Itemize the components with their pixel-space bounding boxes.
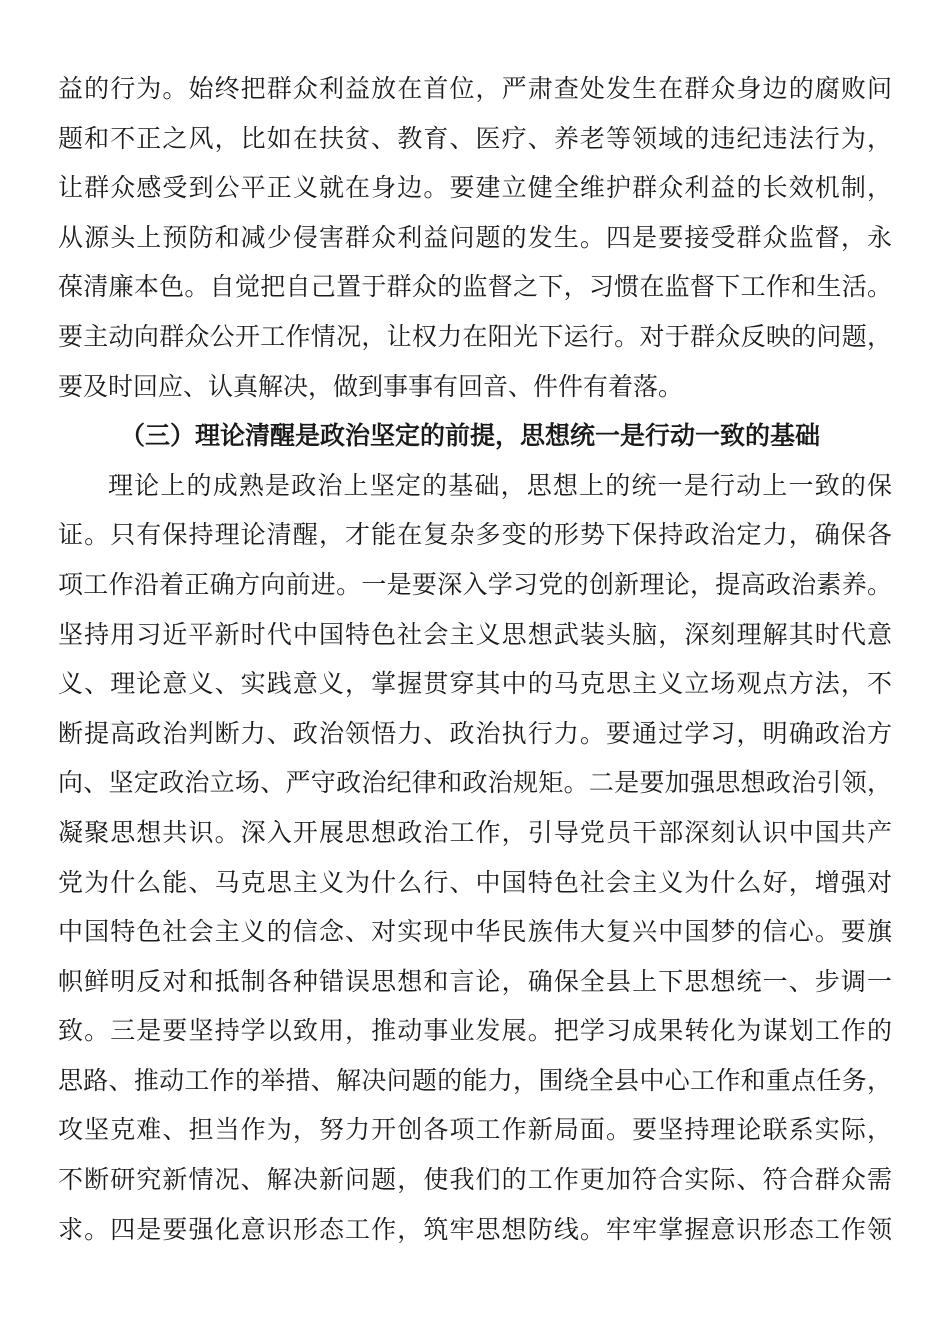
text-line: 求。四是要强化意识形态工作，筑牢思想防线。牢牢掌握意识形态工作领 <box>58 1214 892 1244</box>
text-line-first: 理论上的成熟是政治上坚定的基础，思想上的统一是行动上一致的保 <box>108 470 892 500</box>
text-line: 要主动向群众公开工作情况，让权力在阳光下运行。对于群众反映的问题， <box>58 321 892 351</box>
text-line: 题和不正之风，比如在扶贫、教育、医疗、养老等领域的违纪违法行为， <box>58 123 892 153</box>
text-line: 帜鲜明反对和抵制各种错误思想和言论，确保全县上下思想统一、步调一 <box>58 966 892 996</box>
text-line: 从源头上预防和减少侵害群众利益问题的发生。四是要接受群众监督，永 <box>58 222 892 252</box>
paragraph-group-theory <box>58 461 892 1255</box>
text-line: 党为什么能、马克思主义为什么行、中国特色社会主义为什么好，增强对 <box>58 867 892 897</box>
text-line: 思路、推动工作的举措、解决问题的能力，围绕全县中心工作和重点任务， <box>58 1065 892 1095</box>
text-line: 坚持用习近平新时代中国特色社会主义思想武装头脑，深刻理解其时代意 <box>58 619 892 649</box>
text-line: 断提高政治判断力、政治领悟力、政治执行力。要通过学习，明确政治方 <box>58 718 892 748</box>
text-line: 向、坚定政治立场、严守政治纪律和政治规矩。二是要加强思想政治引领， <box>58 768 892 798</box>
document-page <box>58 64 892 1254</box>
text-line: 义、理论意义、实践意义，掌握贯穿其中的马克思主义立场观点方法，不 <box>58 669 892 699</box>
text-line: 葆清廉本色。自觉把自己置于群众的监督之下，习惯在监督下工作和生活。 <box>58 272 892 302</box>
section-heading: （三）理论清醒是政治坚定的前提，思想统一是行动一致的基础 <box>120 421 821 451</box>
text-line-last: 要及时回应、认真解决，做到事事有回音、件件有着落。 <box>58 371 684 401</box>
text-line: 不断研究新情况、解决新问题，使我们的工作更加符合实际、符合群众需 <box>58 1165 892 1195</box>
text-line: 致。三是要坚持学以致用，推动事业发展。把学习成果转化为谋划工作的 <box>58 1016 892 1046</box>
text-line: 让群众感受到公平正义就在身边。要建立健全维护群众利益的长效机制， <box>58 173 892 203</box>
text-line: 益的行为。始终把群众利益放在首位，严肃查处发生在群众身边的腐败问 <box>58 74 892 103</box>
text-line: 项工作沿着正确方向前进。一是要深入学习党的创新理论，提高政治素养。 <box>58 569 892 599</box>
text-line: 中国特色社会主义的信念、对实现中华民族伟大复兴中国梦的信心。要旗 <box>58 917 892 947</box>
text-line: 凝聚思想共识。深入开展思想政治工作，引导党员干部深刻认识中国共产 <box>58 817 892 847</box>
text-line: 攻坚克难、担当作为，努力开创各项工作新局面。要坚持理论联系实际， <box>58 1115 892 1145</box>
paragraph-group-interests <box>58 64 892 411</box>
text-line: 证。只有保持理论清醒，才能在复杂多变的形势下保持政治定力，确保各 <box>58 520 892 550</box>
